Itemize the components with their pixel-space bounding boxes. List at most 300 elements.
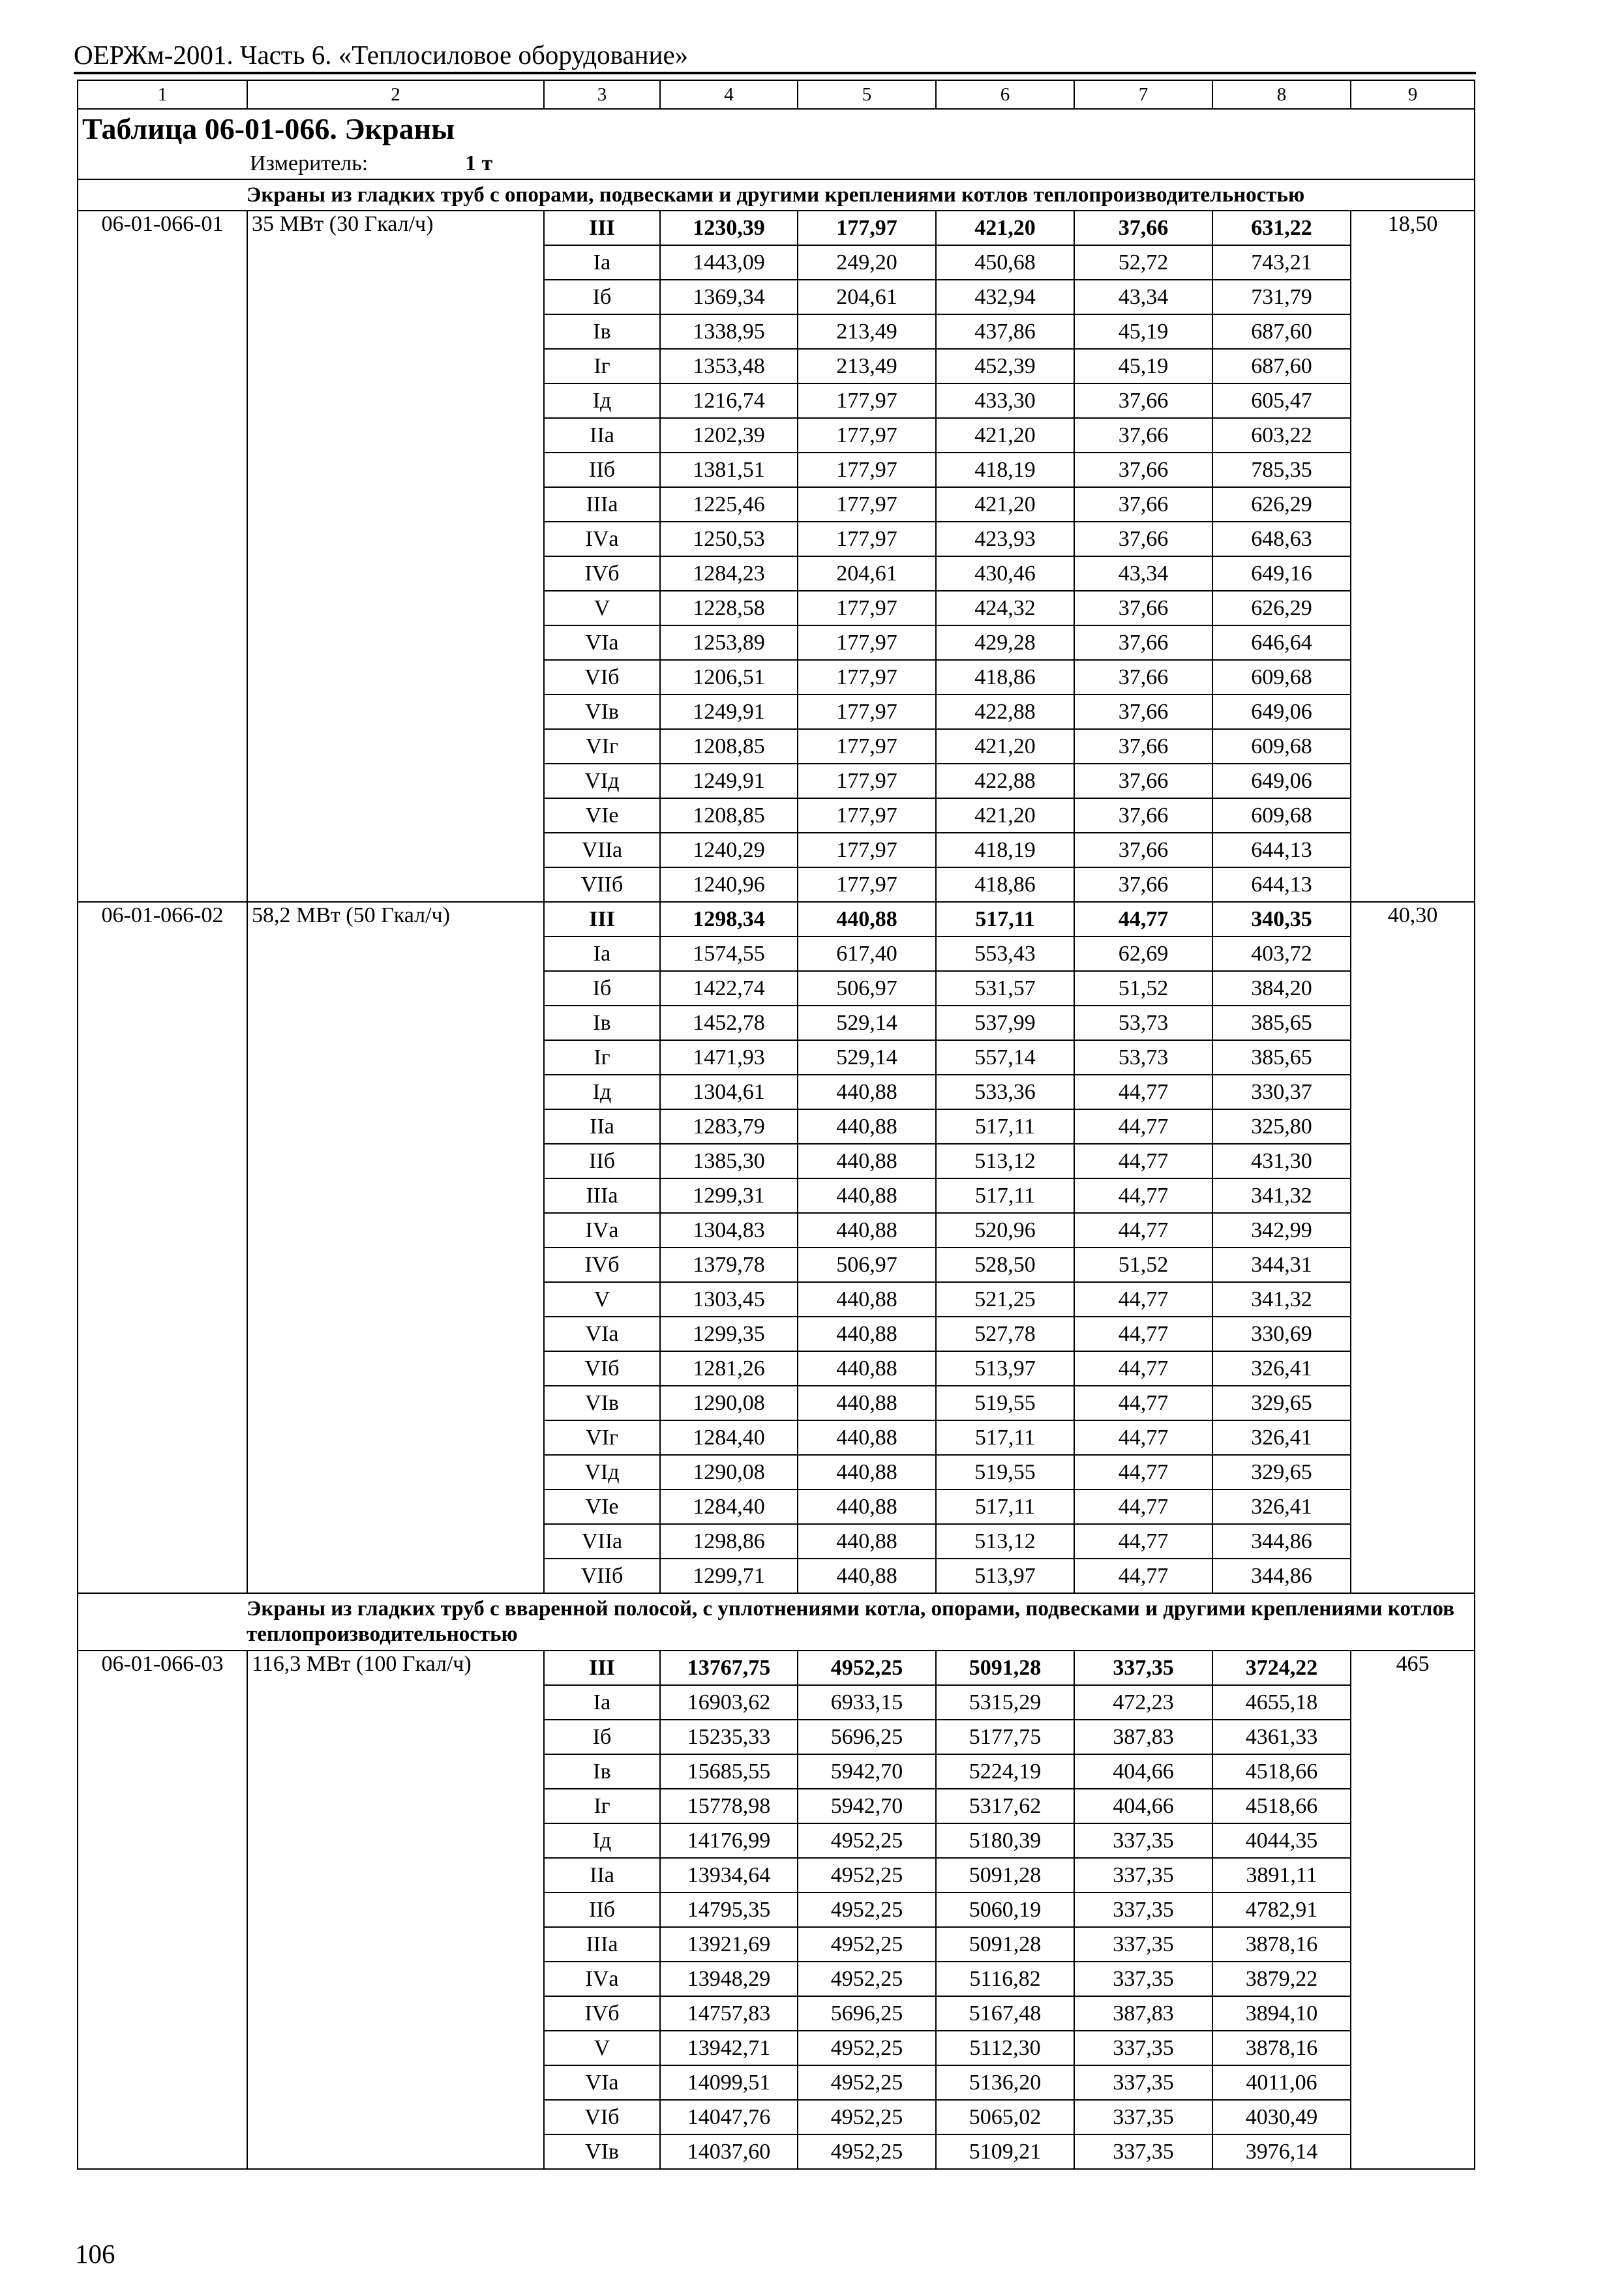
region-category: VIа: [544, 2065, 660, 2100]
column-number: 6: [936, 80, 1074, 109]
rate-value: 330,69: [1212, 1317, 1351, 1351]
rate-value: 337,35: [1074, 2031, 1212, 2065]
region-category: Iа: [544, 936, 660, 971]
rate-value: 423,93: [936, 522, 1074, 556]
rate-code: 06-01-066-01: [78, 211, 247, 902]
rate-value: 644,13: [1212, 833, 1351, 867]
region-category: Iб: [544, 971, 660, 1006]
column-number: 2: [247, 80, 544, 109]
rate-value: 177,97: [798, 729, 936, 764]
rate-value: 644,13: [1212, 867, 1351, 902]
region-category: V: [544, 591, 660, 625]
rate-value: 4952,25: [798, 2031, 936, 2065]
rate-value: 418,19: [936, 833, 1074, 867]
rate-value: 177,97: [798, 453, 936, 487]
rate-value: 609,68: [1212, 660, 1351, 695]
rate-value: 517,11: [936, 902, 1074, 936]
rate-value: 44,77: [1074, 1282, 1212, 1317]
rate-value: 631,22: [1212, 211, 1351, 245]
region-category: IVа: [544, 522, 660, 556]
rate-value: 421,20: [936, 729, 1074, 764]
rate-value: 1225,46: [660, 487, 798, 522]
rate-value: 5942,70: [798, 1754, 936, 1789]
rate-value: 557,14: [936, 1040, 1074, 1075]
rate-value: 5116,82: [936, 1962, 1074, 1996]
region-category: IIа: [544, 418, 660, 453]
rate-value: 44,77: [1074, 1489, 1212, 1524]
region-category: VIа: [544, 1317, 660, 1351]
rate-value: 687,60: [1212, 349, 1351, 383]
rate-value: 52,72: [1074, 245, 1212, 280]
rate-value: 1381,51: [660, 453, 798, 487]
rate-value: 4011,06: [1212, 2065, 1351, 2100]
region-category: VIб: [544, 1351, 660, 1386]
region-category: V: [544, 1282, 660, 1317]
rate-value: 5317,62: [936, 1789, 1074, 1823]
rate-value: 506,97: [798, 1248, 936, 1282]
rate-value: 1290,08: [660, 1455, 798, 1489]
rate-value: 440,88: [798, 1144, 936, 1178]
rate-value: 1284,40: [660, 1420, 798, 1455]
rate-value: 440,88: [798, 1489, 936, 1524]
rate-value: 43,34: [1074, 556, 1212, 591]
rate-row-base: [78, 902, 1475, 936]
rate-value: 37,66: [1074, 522, 1212, 556]
rate-value: 5091,28: [936, 1858, 1074, 1893]
region-category: VIв: [544, 2134, 660, 2169]
region-category: VIб: [544, 2100, 660, 2134]
rate-value: 440,88: [798, 1213, 936, 1248]
rate-value: 5696,25: [798, 1720, 936, 1754]
rate-value: 385,65: [1212, 1006, 1351, 1040]
rate-value: 517,11: [936, 1178, 1074, 1213]
rate-value: 506,97: [798, 971, 936, 1006]
region-category: Iг: [544, 349, 660, 383]
rate-value: 51,52: [1074, 971, 1212, 1006]
region-category: Iг: [544, 1789, 660, 1823]
rate-value: 440,88: [798, 902, 936, 936]
rate-value: 53,73: [1074, 1006, 1212, 1040]
rate-value: 326,41: [1212, 1489, 1351, 1524]
rate-value: 1253,89: [660, 625, 798, 660]
rate-value: 440,88: [798, 1455, 936, 1489]
table-title-row: [78, 109, 1475, 149]
column-number: 7: [1074, 80, 1212, 109]
rate-value: 44,77: [1074, 1178, 1212, 1213]
rate-value: 418,86: [936, 660, 1074, 695]
rate-value: 44,77: [1074, 1455, 1212, 1489]
rate-value: 422,88: [936, 695, 1074, 729]
rate-value: 528,50: [936, 1248, 1074, 1282]
rate-value: 649,06: [1212, 764, 1351, 798]
rate-value: 521,25: [936, 1282, 1074, 1317]
rate-value: 37,66: [1074, 625, 1212, 660]
rate-value: 609,68: [1212, 798, 1351, 833]
rate-value: 517,11: [936, 1109, 1074, 1144]
rate-value: 1353,48: [660, 349, 798, 383]
rate-value: 13948,29: [660, 1962, 798, 1996]
rate-value: 37,66: [1074, 453, 1212, 487]
rate-value: 44,77: [1074, 1559, 1212, 1593]
region-category: VIг: [544, 729, 660, 764]
rate-value: 531,57: [936, 971, 1074, 1006]
rate-value: 177,97: [798, 625, 936, 660]
rate-value: 533,36: [936, 1075, 1074, 1109]
rate-value: 4952,25: [798, 2100, 936, 2134]
rate-value: 337,35: [1074, 1893, 1212, 1927]
region-category: Iв: [544, 1754, 660, 1789]
rate-value: 329,65: [1212, 1386, 1351, 1420]
rate-value: 5167,48: [936, 1996, 1074, 2031]
rate-value: 4952,25: [798, 2065, 936, 2100]
rate-value: 37,66: [1074, 695, 1212, 729]
rate-value: 603,22: [1212, 418, 1351, 453]
rate-value: 337,35: [1074, 1927, 1212, 1962]
region-category: IIа: [544, 1109, 660, 1144]
rate-value: 626,29: [1212, 487, 1351, 522]
rate-value: 37,66: [1074, 729, 1212, 764]
rate-value: 648,63: [1212, 522, 1351, 556]
column-number: 4: [660, 80, 798, 109]
region-category: IVа: [544, 1213, 660, 1248]
rate-value: 4952,25: [798, 1893, 936, 1927]
region-category: Iа: [544, 245, 660, 280]
rate-value: 37,66: [1074, 764, 1212, 798]
rate-value: 44,77: [1074, 1109, 1212, 1144]
rate-value: 5942,70: [798, 1789, 936, 1823]
rate-value: 177,97: [798, 487, 936, 522]
region-category: VIд: [544, 764, 660, 798]
region-category: Iв: [544, 1006, 660, 1040]
rate-value: 1452,78: [660, 1006, 798, 1040]
section-heading: Экраны из гладких труб с опорами, подвесками и другими креплениями котлов теплопроизводительностью: [78, 179, 1475, 211]
rate-value: 404,66: [1074, 1789, 1212, 1823]
rate-value: 3879,22: [1212, 1962, 1351, 1996]
rate-value: 326,41: [1212, 1420, 1351, 1455]
rate-value: 341,32: [1212, 1282, 1351, 1317]
rate-value: 5065,02: [936, 2100, 1074, 2134]
rate-name: 35 МВт (30 Гкал/ч): [247, 211, 544, 902]
rate-value: 421,20: [936, 418, 1074, 453]
rate-value: 440,88: [798, 1282, 936, 1317]
rate-value: 325,80: [1212, 1109, 1351, 1144]
rate-value: 1283,79: [660, 1109, 798, 1144]
rate-value: 3878,16: [1212, 2031, 1351, 2065]
rate-value: 1299,71: [660, 1559, 798, 1593]
rate-value: 44,77: [1074, 1213, 1212, 1248]
rate-value: 517,11: [936, 1420, 1074, 1455]
rate-value: 44,77: [1074, 1144, 1212, 1178]
rate-value: 177,97: [798, 418, 936, 453]
region-category: IIб: [544, 1893, 660, 1927]
rate-value: 513,12: [936, 1524, 1074, 1559]
rate-value: 605,47: [1212, 383, 1351, 418]
column-number: 1: [78, 80, 247, 109]
region-category: Iд: [544, 1823, 660, 1858]
rate-value: 421,20: [936, 487, 1074, 522]
rate-value: 529,14: [798, 1040, 936, 1075]
rate-value: 1284,23: [660, 556, 798, 591]
rate-value: 440,88: [798, 1420, 936, 1455]
region-category: IIIа: [544, 1178, 660, 1213]
rate-value: 517,11: [936, 1489, 1074, 1524]
rate-value: 14037,60: [660, 2134, 798, 2169]
rate-value: 421,20: [936, 211, 1074, 245]
section-heading: Экраны из гладких труб с вваренной полосой, с уплотнениями котла, опорами, подвесками и другими креплениями котлов теплопроизводительностью: [78, 1593, 1475, 1651]
rate-value: 5109,21: [936, 2134, 1074, 2169]
region-category: III: [544, 902, 660, 936]
rate-value: 4044,35: [1212, 1823, 1351, 1858]
rate-value: 5060,19: [936, 1893, 1074, 1927]
rate-value: 337,35: [1074, 2134, 1212, 2169]
rate-value: 177,97: [798, 591, 936, 625]
rate-value: 37,66: [1074, 867, 1212, 902]
rate-value: 5091,28: [936, 1651, 1074, 1685]
rate-value: 5224,19: [936, 1754, 1074, 1789]
rate-value: 687,60: [1212, 314, 1351, 349]
rate-value: 37,66: [1074, 418, 1212, 453]
rate-value: 537,99: [936, 1006, 1074, 1040]
rate-value: 337,35: [1074, 1858, 1212, 1893]
rate-value: 177,97: [798, 867, 936, 902]
rate-value: 440,88: [798, 1351, 936, 1386]
rate-code: 06-01-066-03: [78, 1651, 247, 2169]
region-category: IIб: [544, 1144, 660, 1178]
rate-value: 4782,91: [1212, 1893, 1351, 1927]
region-category: IIб: [544, 453, 660, 487]
rate-value: 440,88: [798, 1075, 936, 1109]
rate-value: 45,19: [1074, 314, 1212, 349]
rate-value: 384,20: [1212, 971, 1351, 1006]
rate-value: 45,19: [1074, 349, 1212, 383]
rate-value: 337,35: [1074, 2100, 1212, 2134]
rate-value: 3878,16: [1212, 1927, 1351, 1962]
rate-value: 1208,85: [660, 798, 798, 833]
rate-value: 1574,55: [660, 936, 798, 971]
rate-value: 326,41: [1212, 1351, 1351, 1386]
header-rule: [74, 72, 1476, 74]
document-header: ОЕРЖм-2001. Часть 6. «Теплосиловое оборудование»: [74, 40, 689, 70]
region-category: IVб: [544, 556, 660, 591]
rate-value: 1202,39: [660, 418, 798, 453]
region-category: VIг: [544, 1420, 660, 1455]
rate-value: 13921,69: [660, 1927, 798, 1962]
rate-value: 204,61: [798, 556, 936, 591]
rate-value: 4952,25: [798, 1962, 936, 1996]
rate-value: 1290,08: [660, 1386, 798, 1420]
rate-value: 344,31: [1212, 1248, 1351, 1282]
rate-value: 617,40: [798, 936, 936, 971]
rate-value: 177,97: [798, 695, 936, 729]
rate-value: 14047,76: [660, 2100, 798, 2134]
rate-value: 4361,33: [1212, 1720, 1351, 1754]
rate-value: 520,96: [936, 1213, 1074, 1248]
rate-value: 3976,14: [1212, 2134, 1351, 2169]
rate-value: 13942,71: [660, 2031, 798, 2065]
rate-value: 337,35: [1074, 2065, 1212, 2100]
rate-value: 1443,09: [660, 245, 798, 280]
rate-value: 13767,75: [660, 1651, 798, 1685]
column-number: 9: [1351, 80, 1475, 109]
rate-value: 437,86: [936, 314, 1074, 349]
rate-value: 513,97: [936, 1351, 1074, 1386]
rate-value: 13934,64: [660, 1858, 798, 1893]
rate-value: 44,77: [1074, 1317, 1212, 1351]
rate-value: 649,16: [1212, 556, 1351, 591]
rate-value: 177,97: [798, 211, 936, 245]
rate-value: 1250,53: [660, 522, 798, 556]
rate-value: 4952,25: [798, 1927, 936, 1962]
rate-value: 4655,18: [1212, 1685, 1351, 1720]
rate-value: 1304,61: [660, 1075, 798, 1109]
rate-value: 431,30: [1212, 1144, 1351, 1178]
rate-value: 743,21: [1212, 245, 1351, 280]
column-number-row: [78, 80, 1475, 109]
rate-value: 44,77: [1074, 902, 1212, 936]
region-category: IIIа: [544, 1927, 660, 1962]
rate-value: 62,69: [1074, 936, 1212, 971]
region-category: Iд: [544, 1075, 660, 1109]
rate-value: 1249,91: [660, 764, 798, 798]
region-category: Iг: [544, 1040, 660, 1075]
rate-value: 450,68: [936, 245, 1074, 280]
rate-name: 116,3 МВт (100 Гкал/ч): [247, 1651, 544, 2169]
rate-value: 4952,25: [798, 1858, 936, 1893]
rate-value: 177,97: [798, 833, 936, 867]
rate-value: 37,66: [1074, 487, 1212, 522]
rate-value: 43,34: [1074, 280, 1212, 314]
rate-extra: 40,30: [1351, 902, 1475, 1593]
column-number: 5: [798, 80, 936, 109]
rate-value: 424,32: [936, 591, 1074, 625]
table-title-cell: [78, 109, 1475, 149]
unit-value: 1 т: [465, 151, 493, 175]
region-category: VIе: [544, 798, 660, 833]
rate-value: 177,97: [798, 764, 936, 798]
region-category: VIв: [544, 695, 660, 729]
rate-value: 337,35: [1074, 1823, 1212, 1858]
rate-value: 433,30: [936, 383, 1074, 418]
rate-value: 1206,51: [660, 660, 798, 695]
rate-value: 4952,25: [798, 2134, 936, 2169]
rate-value: 4518,66: [1212, 1789, 1351, 1823]
rate-value: 37,66: [1074, 211, 1212, 245]
rate-value: 4518,66: [1212, 1754, 1351, 1789]
rate-value: 15778,98: [660, 1789, 798, 1823]
unit-row: [78, 149, 1475, 179]
rate-value: 1240,96: [660, 867, 798, 902]
section-heading-row: [78, 179, 1475, 211]
region-category: IVб: [544, 1996, 660, 2031]
rate-value: 37,66: [1074, 660, 1212, 695]
rate-value: 649,06: [1212, 695, 1351, 729]
rate-value: 418,19: [936, 453, 1074, 487]
rate-value: 785,35: [1212, 453, 1351, 487]
rate-value: 16903,62: [660, 1685, 798, 1720]
rate-value: 553,43: [936, 936, 1074, 971]
rate-value: 37,66: [1074, 833, 1212, 867]
rate-value: 452,39: [936, 349, 1074, 383]
region-category: III: [544, 211, 660, 245]
rate-value: 37,66: [1074, 798, 1212, 833]
region-category: Iв: [544, 314, 660, 349]
rate-value: 44,77: [1074, 1351, 1212, 1386]
region-category: VIе: [544, 1489, 660, 1524]
rate-value: 513,97: [936, 1559, 1074, 1593]
rate-value: 177,97: [798, 798, 936, 833]
rate-value: 1240,29: [660, 833, 798, 867]
rate-value: 1216,74: [660, 383, 798, 418]
region-category: Iа: [544, 1685, 660, 1720]
rate-value: 6933,15: [798, 1685, 936, 1720]
rate-value: 1303,45: [660, 1282, 798, 1317]
rate-value: 421,20: [936, 798, 1074, 833]
rate-value: 440,88: [798, 1524, 936, 1559]
rate-value: 342,99: [1212, 1213, 1351, 1248]
rate-value: 1298,86: [660, 1524, 798, 1559]
rate-value: 177,97: [798, 383, 936, 418]
rate-value: 440,88: [798, 1386, 936, 1420]
rate-value: 344,86: [1212, 1524, 1351, 1559]
rate-value: 14795,35: [660, 1893, 798, 1927]
region-category: Iб: [544, 280, 660, 314]
rate-value: 387,83: [1074, 1996, 1212, 2031]
rate-value: 177,97: [798, 522, 936, 556]
region-category: Iд: [544, 383, 660, 418]
rate-extra: 18,50: [1351, 211, 1475, 902]
rate-value: 344,86: [1212, 1559, 1351, 1593]
rate-value: 4952,25: [798, 1651, 936, 1685]
rate-value: 387,83: [1074, 1720, 1212, 1754]
rate-value: 519,55: [936, 1386, 1074, 1420]
rate-value: 1284,40: [660, 1489, 798, 1524]
region-category: VIIб: [544, 1559, 660, 1593]
rate-value: 3891,11: [1212, 1858, 1351, 1893]
rate-value: 44,77: [1074, 1386, 1212, 1420]
rate-value: 1249,91: [660, 695, 798, 729]
rate-value: 440,88: [798, 1317, 936, 1351]
region-category: Iб: [544, 1720, 660, 1754]
rates-table: [77, 80, 1475, 2170]
rate-value: 422,88: [936, 764, 1074, 798]
rate-value: 44,77: [1074, 1075, 1212, 1109]
region-category: VIIб: [544, 867, 660, 902]
rate-value: 1338,95: [660, 314, 798, 349]
rate-value: 609,68: [1212, 729, 1351, 764]
rate-value: 4030,49: [1212, 2100, 1351, 2134]
rate-value: 1298,34: [660, 902, 798, 936]
rate-row-base: [78, 1651, 1475, 1685]
rate-value: 44,77: [1074, 1524, 1212, 1559]
region-category: IVа: [544, 1962, 660, 1996]
region-category: VIIа: [544, 1524, 660, 1559]
rate-value: 429,28: [936, 625, 1074, 660]
rate-value: 1299,31: [660, 1178, 798, 1213]
rate-value: 204,61: [798, 280, 936, 314]
region-category: VIа: [544, 625, 660, 660]
rate-value: 15685,55: [660, 1754, 798, 1789]
rate-value: 513,12: [936, 1144, 1074, 1178]
rate-value: 330,37: [1212, 1075, 1351, 1109]
region-category: IIа: [544, 1858, 660, 1893]
rate-value: 5180,39: [936, 1823, 1074, 1858]
rate-value: 249,20: [798, 245, 936, 280]
unit-label: Измеритель:: [250, 151, 368, 175]
rate-value: 37,66: [1074, 383, 1212, 418]
rate-value: 1379,78: [660, 1248, 798, 1282]
table-title: Таблица 06-01-066. Экраны: [82, 112, 455, 145]
rate-value: 626,29: [1212, 591, 1351, 625]
